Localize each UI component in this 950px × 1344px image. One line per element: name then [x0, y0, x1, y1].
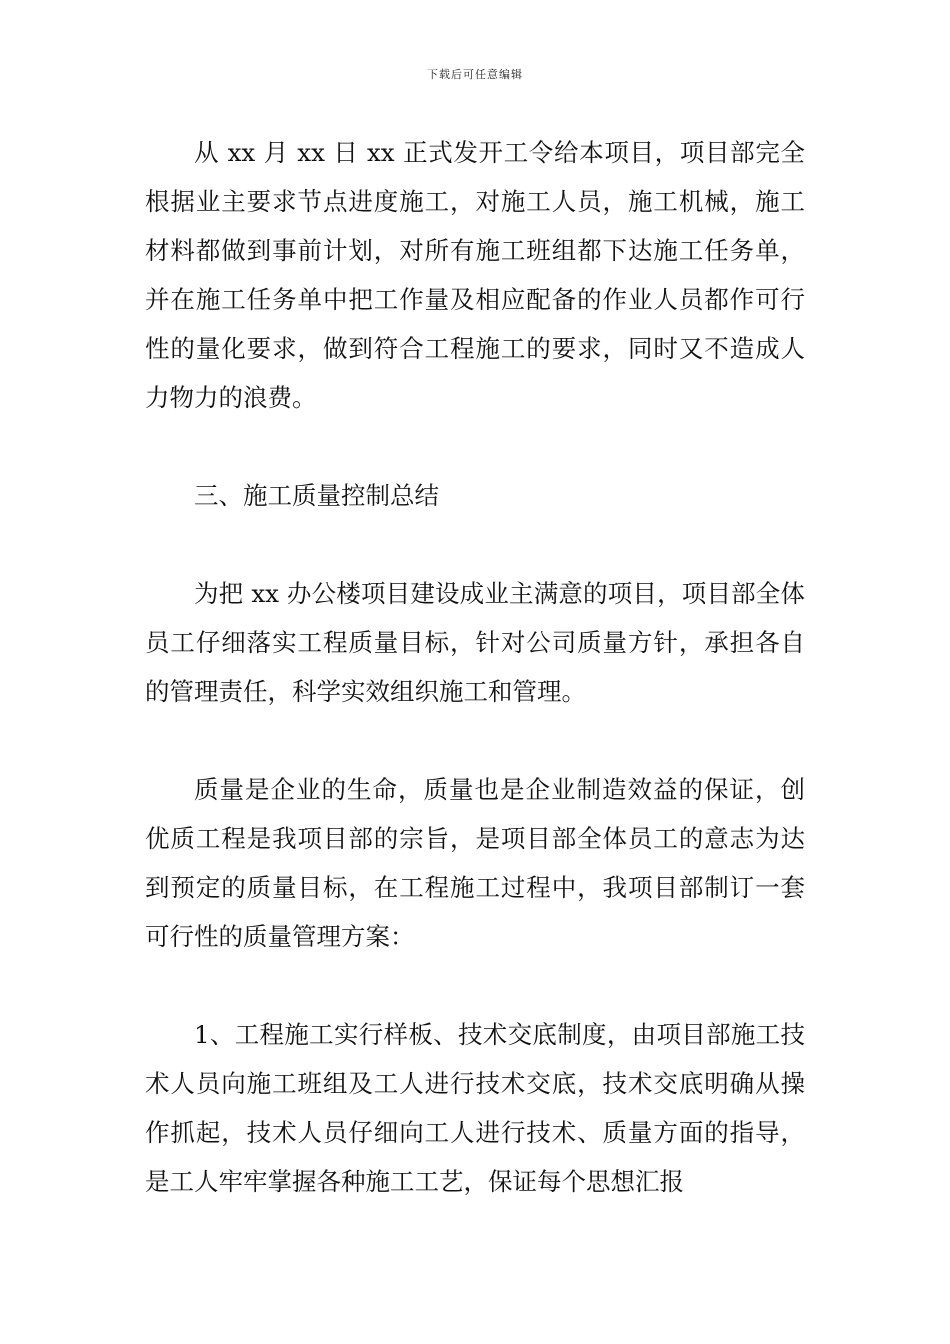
document-body — [145, 128, 805, 1255]
paragraph-quality-importance: 质量是企业的生命，质量也是企业制造效益的保证，创优质工程是我项目部的宗旨，是项目部全体员工的意志为达到预定的质量目标，在工程施工过程中，我项目部制订一套可行性的质量管理方案： — [145, 775, 805, 951]
paragraph-project-goal: 为把 xx 办公楼项目建设成业主满意的项目，项目部全体员工仔细落实工程质量目标，针对公司质量方针，承担各自的管理责任，科学实效组织施工和管理。 — [145, 579, 805, 706]
paragraph-item-1: 1、工程施工实行样板、技术交底制度，由项目部施工技术人员向施工班组及工人进行技术交底，技术交底明确从操作抓起，技术人员仔细向工人进行技术、质量方面的指导，是工人牢牢掌握各种施工工艺，保证每个思想汇报 — [145, 1020, 805, 1196]
page-header: 下载后可任意编辑 — [427, 68, 523, 81]
paragraph-schedule: 从 xx 月 xx 日 xx 正式发开工令给本项目，项目部完全根据业主要求节点进度施工，对施工人员，施工机械，施工材料都做到事前计划，对所有施工班组都下达施工任务单，并在施工任务单中把工作量及相应配备的作业人员都作可行性的量化要求，做到符合工程施工的要求，同时又不造成人力物力的浪费。 — [145, 138, 805, 412]
section-heading-quality-control: 三、施工质量控制总结 — [194, 481, 439, 510]
